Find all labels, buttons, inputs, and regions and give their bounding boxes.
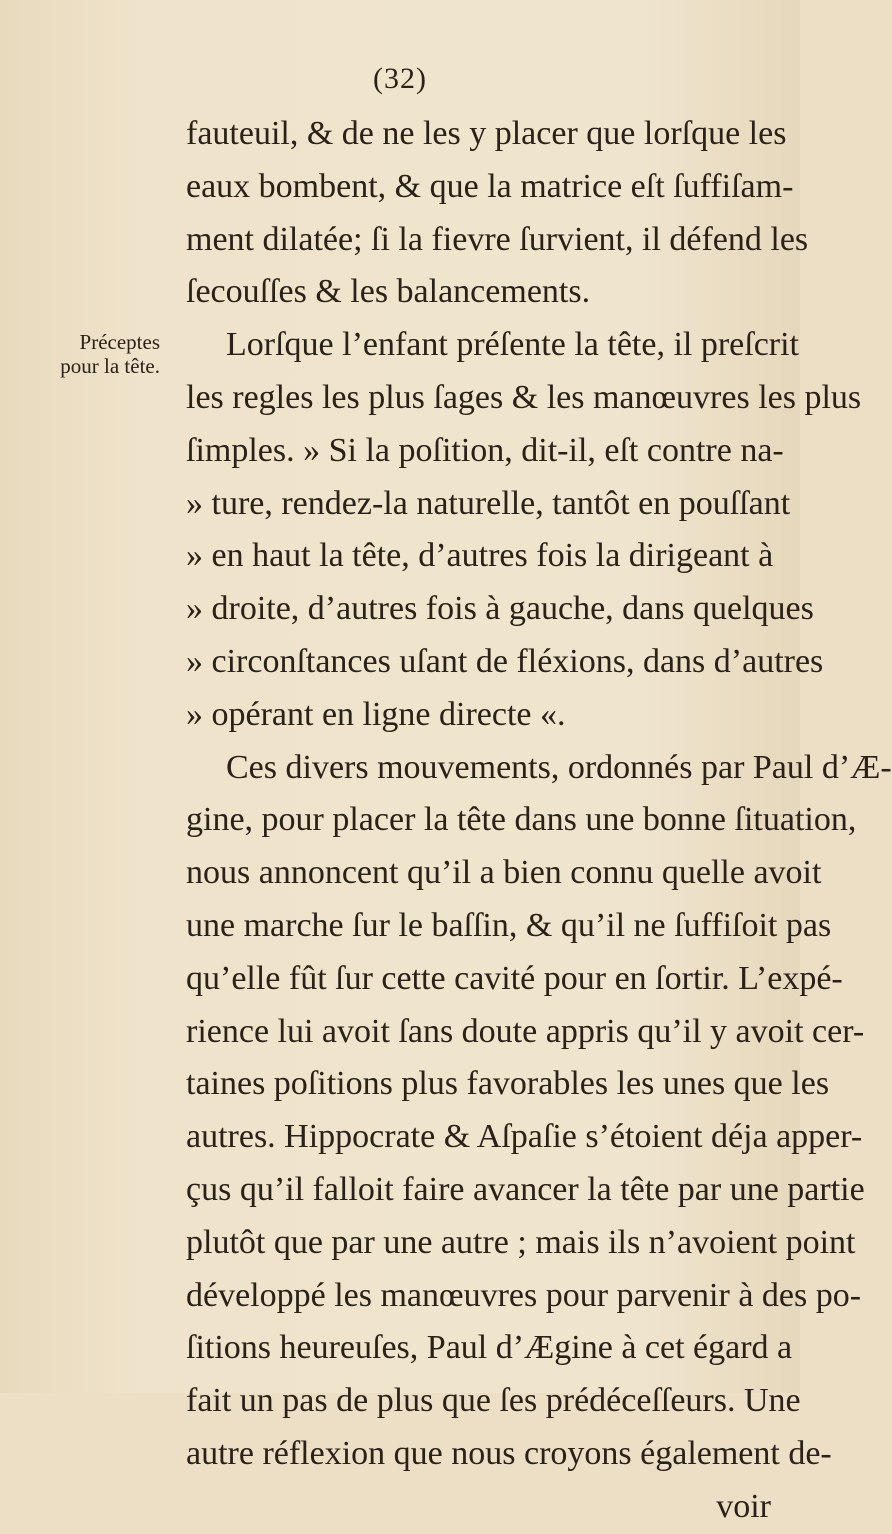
text-line: Lorſque l’enfant préſente la tête, il preſcrit: [226, 326, 800, 364]
text-line: ment dilatée; ſi la fievre ſurvient, il défend les: [186, 220, 809, 258]
text-line: eaux bombent, & que la matrice eſt ſuffiſam-: [186, 167, 794, 205]
text-line: çus qu’il falloit faire avancer la tête par une partie: [186, 1170, 865, 1208]
text-line: taines poſitions plus favorables les unes que les: [186, 1065, 830, 1103]
text-line: ſitions heureuſes, Paul d’Ægine à cet égard a: [186, 1329, 793, 1367]
text-line: autres. Hippocrate & Aſpaſie s’étoient déja apper-: [186, 1118, 863, 1156]
text-line: gine, pour placer la tête dans une bonne ſituation,: [186, 801, 857, 839]
margin-note: [30, 330, 160, 378]
text-line: autre réflexion que nous croyons également de-: [186, 1434, 832, 1472]
text-line: les regles les plus ſages & les manœuvres les plus: [186, 378, 862, 416]
margin-note-line: pour la tête.: [60, 354, 160, 378]
text-line: fauteuil, & de ne les y placer que lorſque les: [186, 115, 787, 152]
text-line: ſimples. » Si la poſition, dit-il, eſt contre na-: [186, 431, 784, 469]
text-line: qu’elle fût ſur cette cavité pour en ſortir. L’expé-: [186, 959, 843, 997]
text-line: plutôt que par une autre ; mais ils n’avoient point: [186, 1223, 856, 1261]
page-number: (32): [373, 62, 427, 95]
text-line: Ces divers mouvements, ordonnés par Paul d’Æ-: [226, 748, 892, 786]
text-line: ſecouſſes & les balancements.: [186, 273, 591, 311]
text-line: » droite, d’autres fois à gauche, dans quelques: [186, 590, 814, 628]
text-line: » en haut la tête, d’autres fois la dirigeant à: [186, 537, 774, 575]
text-line: développé les manœuvres pour parvenir à des po-: [186, 1276, 862, 1314]
text-line: » circonſtances uſant de fléxions, dans d’autres: [186, 642, 824, 680]
text-line: une marche ſur le baſſin, & qu’il ne ſuffiſoit pas: [186, 906, 832, 944]
catchword: voir: [716, 1487, 771, 1525]
text-line: » opérant en ligne directe «.: [186, 695, 566, 733]
text-line: nous annoncent qu’il a bien connu quelle avoit: [186, 854, 822, 892]
text-line: fait un pas de plus que ſes prédéceſſeurs. Une: [186, 1382, 801, 1420]
text-line: » ture, rendez-la naturelle, tantôt en pouſſant: [186, 484, 791, 522]
text-line: rience lui avoit ſans doute appris qu’il y avoit cer-: [186, 1012, 865, 1050]
body-text: [186, 108, 892, 1534]
margin-note-line: Préceptes: [79, 330, 160, 354]
